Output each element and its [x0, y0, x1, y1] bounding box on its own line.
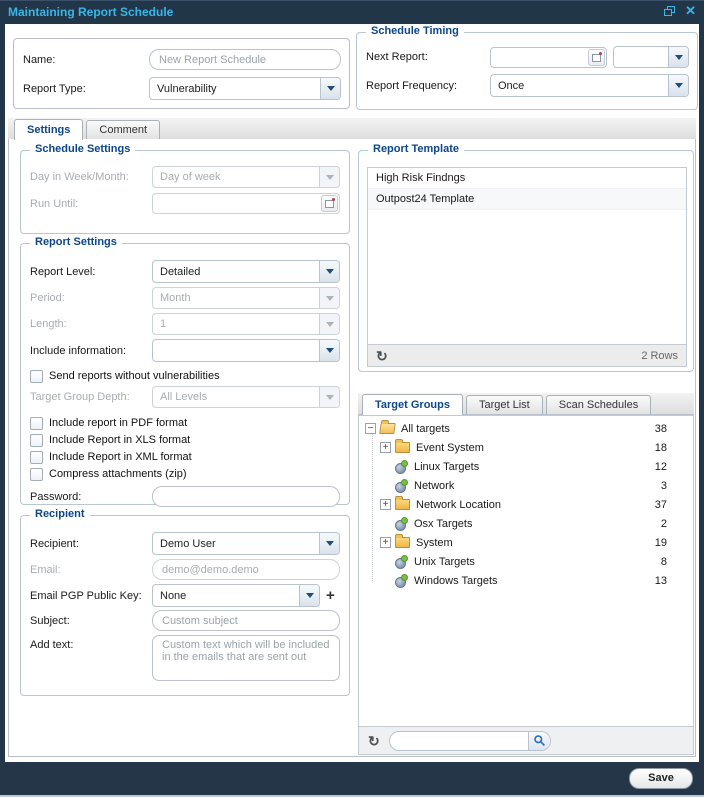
report-level-select[interactable]: [152, 260, 340, 283]
close-icon[interactable]: ✕: [685, 3, 696, 18]
chevron-down-icon: [319, 533, 339, 554]
chevron-down-icon: [319, 261, 339, 282]
list-item[interactable]: High Risk Findngs: [368, 168, 686, 189]
tree-row-all-targets[interactable]: [359, 419, 693, 438]
tree-row-windows-targets[interactable]: [359, 571, 693, 590]
tree-row-event-system[interactable]: [359, 438, 693, 457]
pgp-key-label: Email PGP Public Key:: [30, 589, 142, 602]
folder-open-icon: [379, 423, 396, 434]
day-in-week-label: Day in Week/Month:: [30, 171, 129, 183]
include-xml-checkbox[interactable]: [30, 451, 43, 464]
tree-count: 12: [654, 460, 667, 473]
pgp-key-select[interactable]: [152, 584, 320, 607]
schedule-timing-legend: Schedule Timing: [366, 25, 464, 37]
report-type-select[interactable]: [149, 77, 341, 100]
targets-footer: [358, 727, 694, 755]
tab-settings[interactable]: Settings: [14, 119, 83, 140]
folder-icon: [395, 499, 410, 510]
day-in-week-select: [152, 166, 340, 188]
tree-label: System: [416, 536, 453, 549]
restore-icon[interactable]: [664, 6, 675, 16]
tree-count: 37: [654, 498, 667, 511]
report-template-list: [367, 167, 687, 367]
length-select: [152, 313, 340, 335]
tree-row-osx-targets[interactable]: [359, 514, 693, 533]
length-label: Length:: [30, 318, 67, 330]
targets-panel: [358, 393, 694, 755]
title-bar: [0, 0, 704, 24]
expand-toggle-icon[interactable]: +: [380, 499, 391, 510]
recipient-value: Demo User: [160, 537, 216, 550]
tree-count: 8: [660, 555, 667, 568]
report-level-value: Detailed: [160, 265, 201, 278]
name-type-panel: [13, 38, 350, 109]
tree-count: 38: [654, 422, 667, 435]
chevron-down-icon: [319, 387, 339, 407]
target-group-icon: [395, 555, 409, 569]
report-frequency-value: Once: [498, 79, 525, 92]
report-frequency-label: Report Frequency:: [366, 79, 458, 92]
recipient-legend: Recipient: [30, 508, 90, 520]
compress-zip-label: Compress attachments (zip): [49, 468, 187, 480]
target-group-icon: [395, 574, 409, 588]
chevron-down-icon: [319, 314, 339, 334]
folder-icon: [395, 537, 410, 548]
password-label: Password:: [30, 490, 82, 503]
report-template-legend: Report Template: [368, 143, 464, 155]
report-template-fieldset: [358, 143, 694, 372]
folder-icon: [395, 442, 410, 453]
target-search-input[interactable]: [389, 731, 551, 751]
next-report-label: Next Report:: [366, 51, 428, 63]
tree-count: 18: [654, 441, 667, 454]
include-xls-checkbox[interactable]: [30, 434, 43, 447]
include-pdf-checkbox[interactable]: [30, 417, 43, 430]
recipient-fieldset: [20, 508, 350, 696]
include-information-label: Include information:: [30, 344, 126, 357]
name-input[interactable]: [149, 49, 341, 70]
tree-count: 19: [654, 536, 667, 549]
period-value: Month: [160, 292, 191, 304]
tab-target-groups[interactable]: Target Groups: [362, 394, 463, 415]
include-information-select[interactable]: [152, 339, 340, 362]
day-in-week-value: Day of week: [160, 171, 221, 183]
run-until-label: Run Until:: [30, 197, 79, 210]
chevron-down-icon: [319, 288, 339, 308]
collapse-toggle-icon[interactable]: −: [365, 423, 376, 434]
target-group-icon: [395, 479, 409, 493]
tab-comment[interactable]: Comment: [86, 120, 160, 139]
tree-label: Osx Targets: [414, 517, 473, 530]
length-value: 1: [160, 318, 167, 330]
tree-count: 3: [660, 479, 667, 492]
calendar-icon[interactable]: [588, 49, 605, 66]
period-select: [152, 287, 340, 309]
period-label: Period:: [30, 292, 65, 304]
target-group-icon: [395, 460, 409, 474]
name-label: Name:: [23, 53, 56, 66]
report-settings-fieldset: [20, 236, 350, 505]
password-input[interactable]: [152, 486, 340, 507]
window-title: Maintaining Report Schedule: [8, 5, 174, 19]
row-count: 2 Rows: [641, 349, 678, 362]
run-until-date-input: [152, 193, 340, 214]
tree-row-network-location[interactable]: [359, 495, 693, 514]
refresh-icon[interactable]: ↻: [376, 347, 388, 364]
target-group-icon: [395, 517, 409, 531]
include-pdf-label: Include report in PDF format: [49, 417, 188, 429]
report-frequency-select[interactable]: [490, 74, 689, 97]
tree-label: All targets: [401, 422, 450, 435]
save-button[interactable]: Save: [629, 768, 693, 789]
chevron-down-icon: [668, 75, 688, 96]
schedule-settings-fieldset: [20, 143, 350, 234]
chevron-down-icon: [319, 167, 339, 187]
target-group-depth-value: All Levels: [160, 391, 208, 403]
report-type-label: Report Type:: [23, 82, 86, 95]
email-label: Email:: [30, 563, 61, 576]
dialog-body: [5, 24, 699, 762]
include-xml-label: Include Report in XML format: [49, 451, 192, 463]
include-xls-label: Include Report in XLS format: [49, 434, 191, 446]
expand-toggle-icon[interactable]: +: [380, 442, 391, 453]
chevron-down-icon: [668, 47, 688, 67]
subject-input[interactable]: [152, 610, 340, 631]
list-item[interactable]: Outpost24 Template: [368, 189, 686, 210]
tree-row-linux-targets[interactable]: [359, 457, 693, 476]
tree-label: Linux Targets: [414, 460, 480, 473]
tree-label: Windows Targets: [414, 574, 498, 587]
pgp-key-value: None: [160, 589, 187, 602]
tree-count: 2: [660, 517, 667, 530]
next-report-time-select[interactable]: [613, 46, 689, 68]
tree-label: Unix Targets: [414, 555, 475, 568]
report-level-label: Report Level:: [30, 265, 96, 278]
tree-label: Network: [414, 479, 455, 492]
send-without-vulnerabilities-checkbox[interactable]: [30, 370, 43, 383]
tab-target-list[interactable]: Target List: [466, 395, 543, 414]
tree-count: 13: [654, 574, 667, 587]
send-without-vulnerabilities-label: Send reports without vulnerabilities: [49, 370, 220, 382]
tree-label: Network Location: [416, 498, 501, 511]
target-group-depth-select: [152, 386, 340, 408]
compress-zip-checkbox[interactable]: [30, 468, 43, 481]
email-field: [152, 559, 340, 580]
tree-label: Event System: [416, 441, 484, 454]
main-tabstrip: [8, 118, 696, 140]
tree-row-network[interactable]: [359, 476, 693, 495]
tree-row-unix-targets[interactable]: [359, 552, 693, 571]
report-settings-legend: Report Settings: [30, 236, 122, 248]
targets-tabstrip: [358, 393, 694, 415]
recipient-select[interactable]: [152, 532, 340, 555]
tab-scan-schedules[interactable]: Scan Schedules: [546, 395, 652, 414]
refresh-icon[interactable]: ↻: [368, 732, 380, 749]
expand-toggle-icon[interactable]: +: [380, 537, 391, 548]
chevron-down-icon: [299, 585, 319, 606]
schedule-settings-legend: Schedule Settings: [30, 143, 135, 155]
chevron-down-icon: [320, 78, 340, 99]
report-type-value: Vulnerability: [157, 82, 217, 95]
calendar-icon: [321, 195, 338, 212]
target-tree: [358, 415, 694, 727]
search-icon[interactable]: [528, 732, 550, 750]
schedule-timing-fieldset: [356, 25, 698, 110]
report-template-footer: [368, 344, 686, 366]
bottom-bar: [0, 762, 704, 795]
chevron-down-icon: [319, 340, 339, 361]
add-text-label: Add text:: [30, 639, 74, 651]
subject-label: Subject:: [30, 614, 70, 627]
tree-row-system[interactable]: [359, 533, 693, 552]
add-text-textarea[interactable]: [152, 635, 340, 681]
add-pgp-key-icon[interactable]: +: [326, 586, 335, 604]
recipient-label: Recipient:: [30, 537, 79, 550]
target-group-depth-label: Target Group Depth:: [30, 391, 130, 403]
